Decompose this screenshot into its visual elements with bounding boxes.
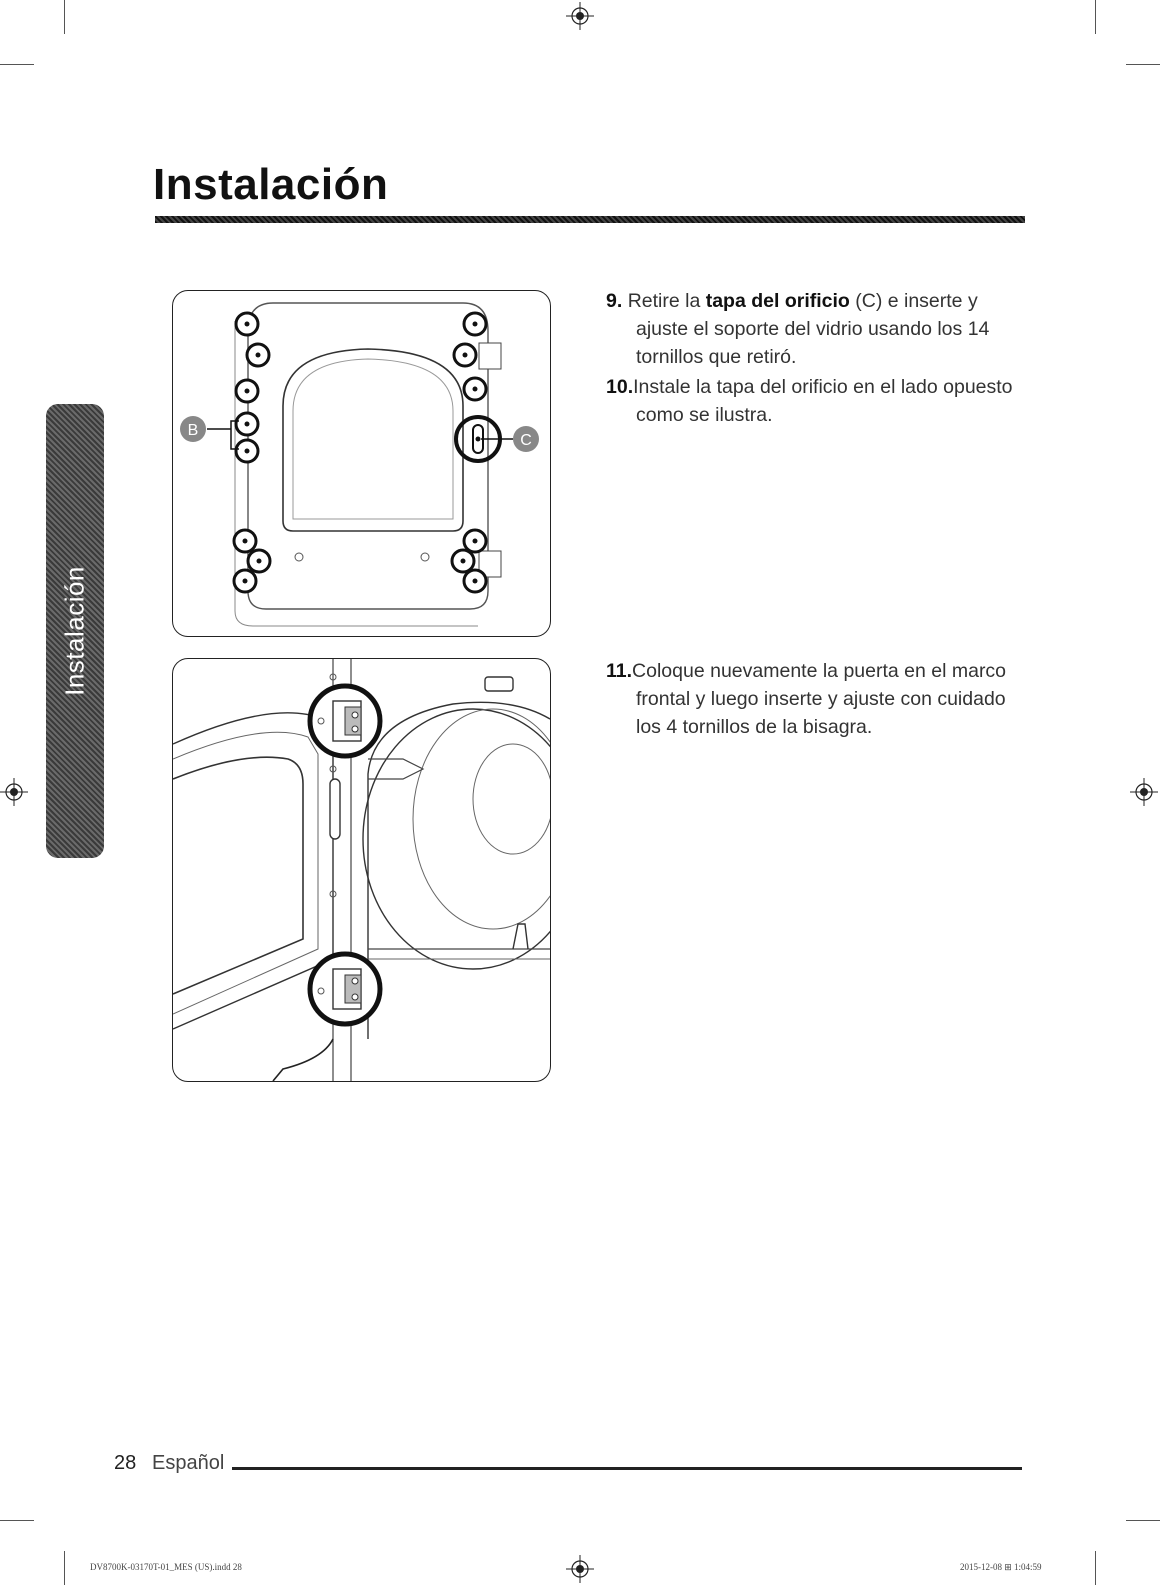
registration-mark-icon <box>566 2 594 30</box>
footer-rule <box>232 1467 1022 1470</box>
crop-mark <box>0 1520 34 1521</box>
step-number: 9. <box>606 290 623 312</box>
side-section-tab <box>46 404 104 858</box>
crop-mark <box>1095 1551 1096 1585</box>
crop-mark <box>64 0 65 34</box>
steps-block-lower <box>606 657 1026 743</box>
title-rule <box>155 216 1025 223</box>
registration-mark-icon <box>566 1555 594 1583</box>
steps-block-upper <box>606 287 1026 431</box>
side-tab-label: Instalación <box>59 566 90 696</box>
figure-door-hinge <box>172 658 551 1082</box>
crop-mark <box>1126 1520 1160 1521</box>
registration-mark-icon <box>1130 778 1158 806</box>
step-text: Coloque nuevamente la puerta en el marco frontal y luego inserte y ajuste con cuidado los 4 tornillos de la bisagra. <box>632 660 1007 738</box>
crop-mark <box>1126 64 1160 65</box>
step-number: 11. <box>606 660 633 682</box>
print-slug-date: 2015-12-08 ⊞ 1:04:59 <box>960 1562 1042 1572</box>
door-back-illustration <box>173 291 550 636</box>
registration-mark-icon <box>0 778 28 806</box>
footer-language: Español <box>152 1452 225 1474</box>
page-title: Instalación <box>153 160 389 209</box>
crop-mark <box>0 64 34 65</box>
figure-door-screws <box>172 290 551 637</box>
step-text: (C) e inserte y ajuste el soporte del vidrio usando los 14 tornillos que retiró. <box>636 290 990 368</box>
label-c: C <box>520 432 532 449</box>
page-number: 28 <box>114 1452 137 1474</box>
crop-mark <box>1095 0 1096 34</box>
label-b: B <box>187 422 199 439</box>
print-slug-file: DV8700K-03170T-01_MES (US).indd 28 <box>90 1562 242 1572</box>
step-10 <box>606 373 1026 429</box>
step-bold-term: tapa del orificio <box>705 290 850 312</box>
door-hinge-illustration <box>173 659 550 1081</box>
step-text: Retire la <box>627 290 706 312</box>
crop-mark <box>64 1551 65 1585</box>
step-text: Instale la tapa del orificio en el lado opuesto como se ilustra. <box>633 376 1013 426</box>
step-number: 10. <box>606 376 634 398</box>
step-11 <box>606 657 1026 741</box>
step-9 <box>606 287 1026 371</box>
